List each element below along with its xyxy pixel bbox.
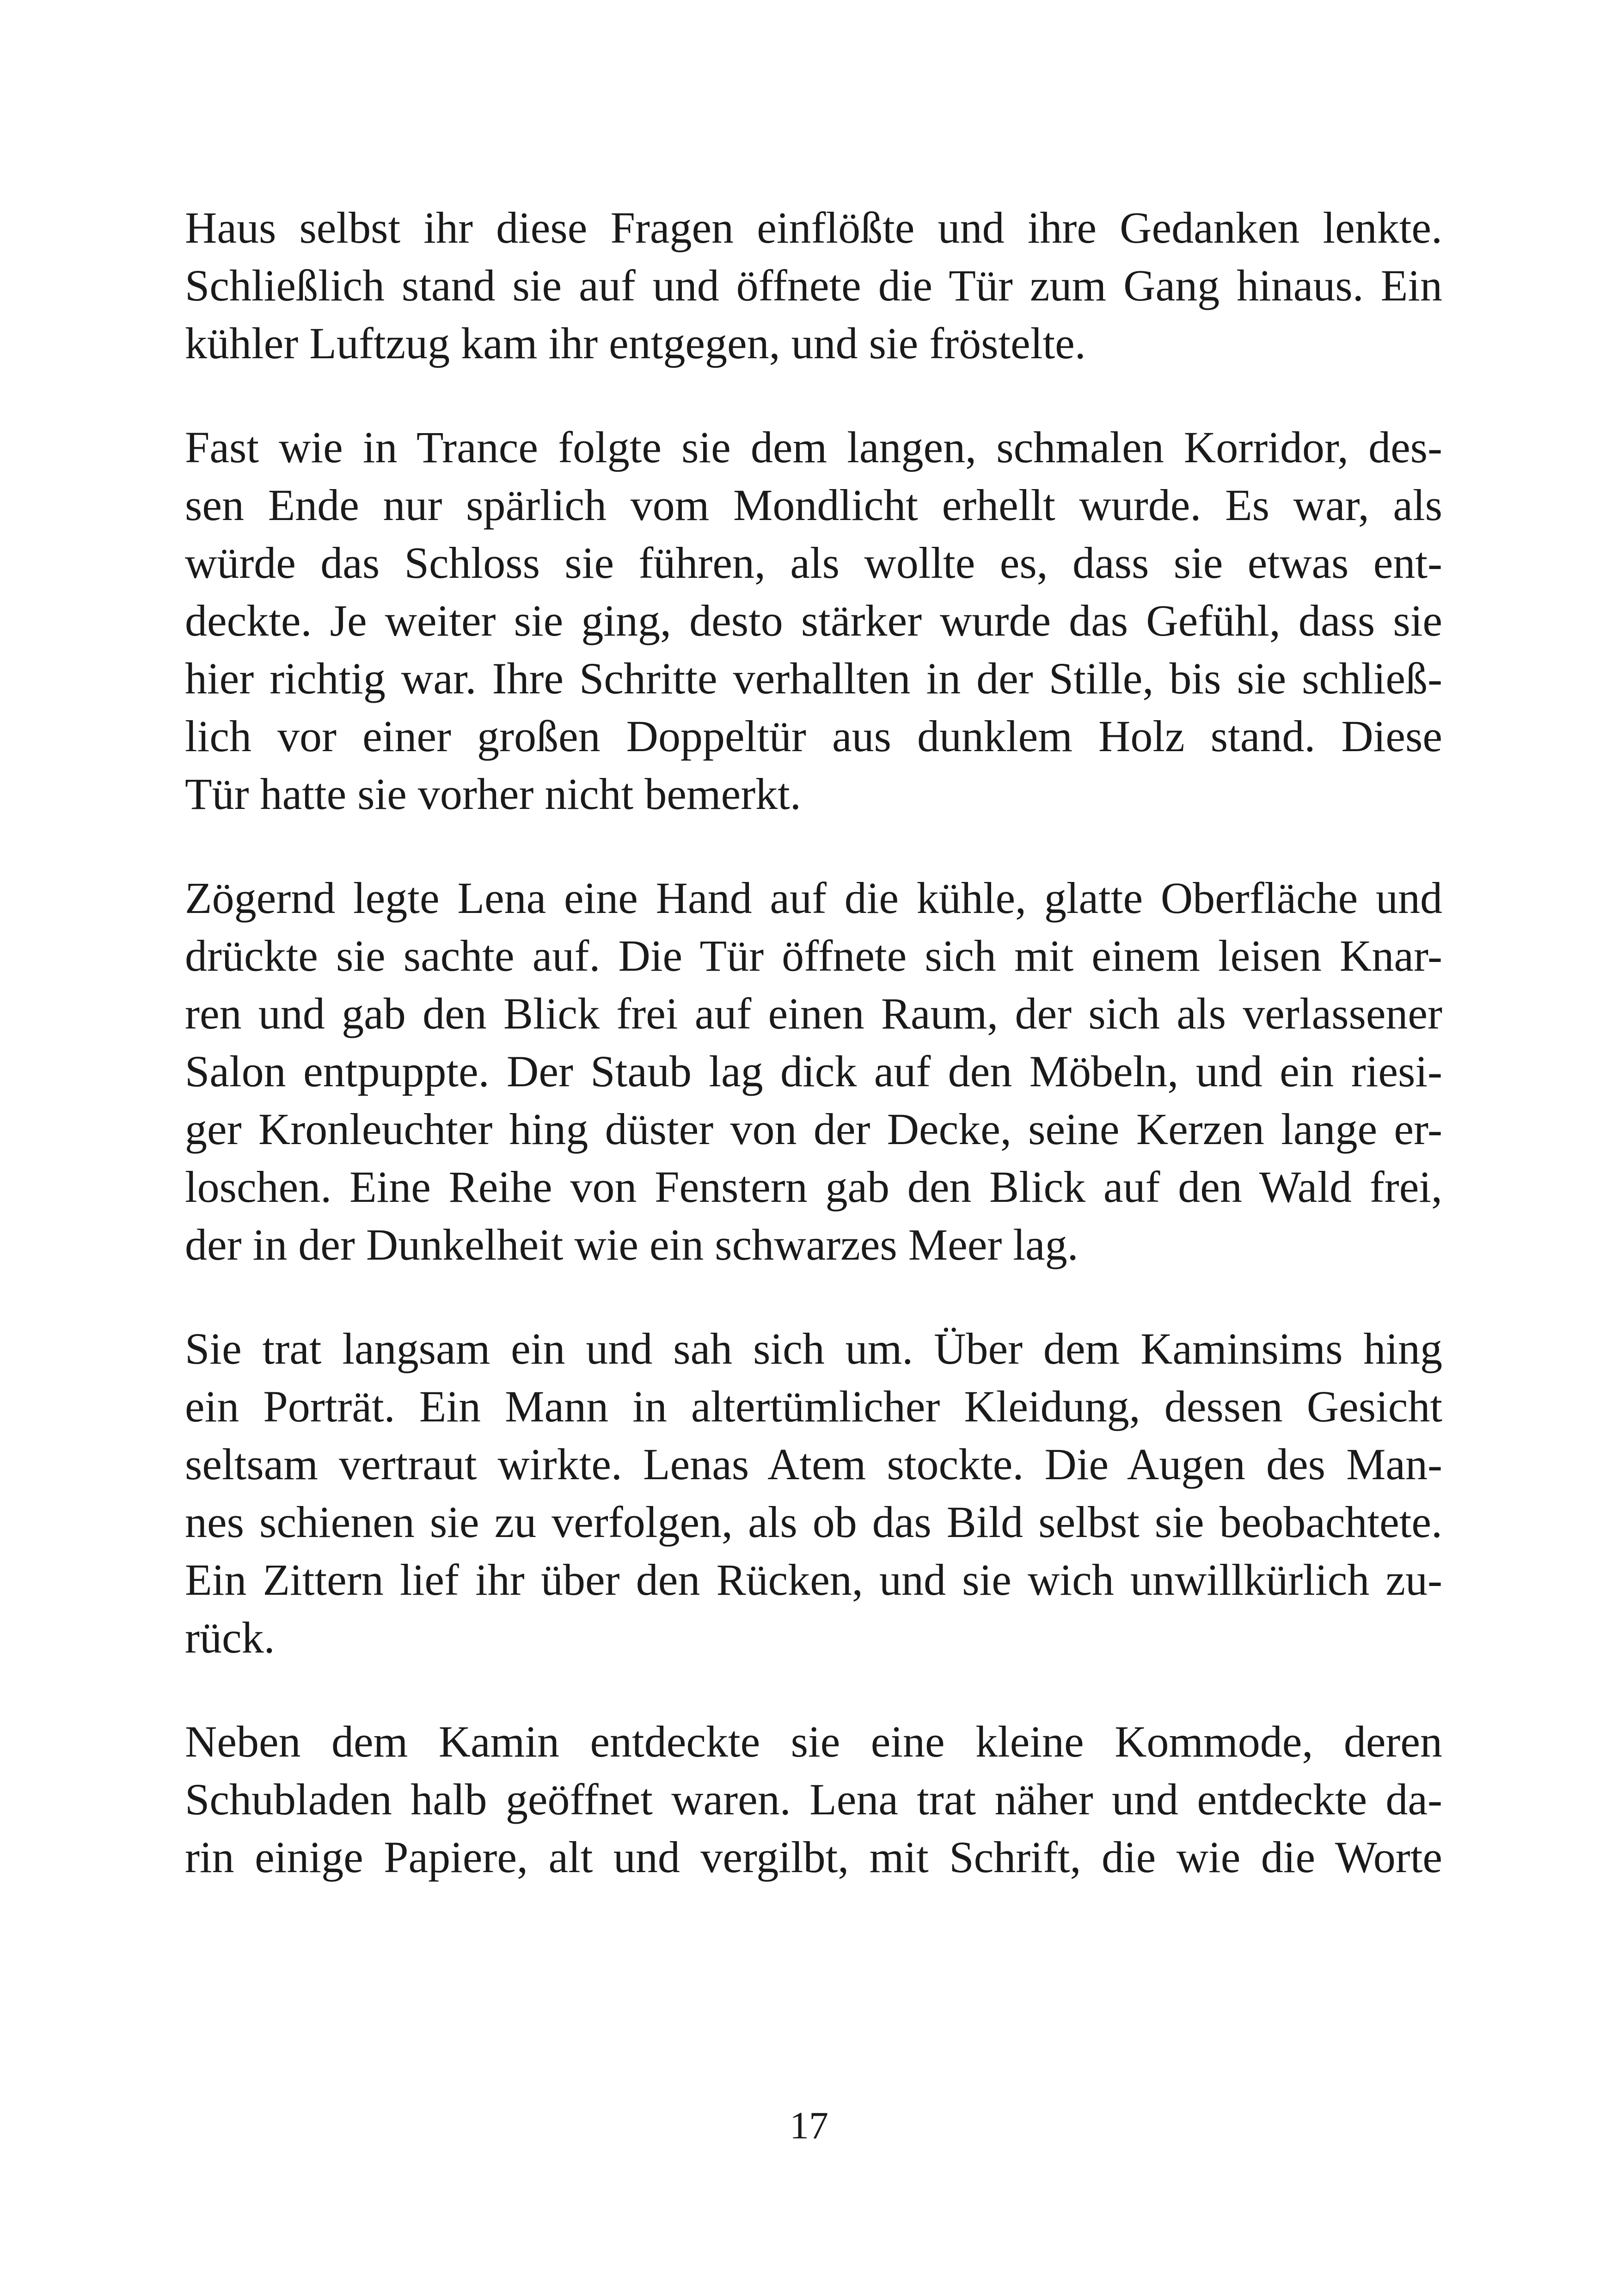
text-line: Ein Zittern lief ihr über den Rücken, und sie wich unwillkürlich zu- <box>185 1555 1442 1604</box>
text-line: hier richtig war. Ihre Schritte verhallten in der Stille, bis sie schließ- <box>185 654 1442 703</box>
text-line: Salon entpuppte. Der Staub lag dick auf den Möbeln, und ein riesi- <box>185 1047 1442 1096</box>
text-line: Sie trat langsam ein und sah sich um. Über dem Kaminsims hing <box>185 1324 1442 1373</box>
text-line: Tür hatte sie vorher nicht bemerkt. <box>185 769 801 819</box>
body-text <box>185 199 1442 1932</box>
text-line: loschen. Eine Reihe von Fenstern gab den Blick auf den Wald frei, <box>185 1162 1442 1212</box>
text-line: rück. <box>185 1613 275 1662</box>
paragraph-3 <box>185 869 1442 1274</box>
text-line: deckte. Je weiter sie ging, desto stärker wurde das Gefühl, dass sie <box>185 596 1442 645</box>
paragraph-2 <box>185 418 1442 823</box>
text-line: ren und gab den Blick frei auf einen Raum, der sich als verlassener <box>185 989 1442 1038</box>
text-line: würde das Schloss sie führen, als wollte es, dass sie etwas ent- <box>185 538 1442 588</box>
paragraph-1 <box>185 199 1442 372</box>
text-line: seltsam vertraut wirkte. Lenas Atem stockte. Die Augen des Man- <box>185 1439 1442 1489</box>
text-line: lich vor einer großen Doppeltür aus dunklem Holz stand. Diese <box>185 711 1442 761</box>
text-line: Fast wie in Trance folgte sie dem langen, schmalen Korridor, des- <box>185 422 1442 472</box>
text-line: kühler Luftzug kam ihr entgegen, und sie fröstelte. <box>185 318 1086 368</box>
text-line: rin einige Papiere, alt und vergilbt, mit Schrift, die wie die Worte <box>185 1832 1442 1882</box>
text-line: sen Ende nur spärlich vom Mondlicht erhellt wurde. Es war, als <box>185 480 1442 530</box>
paragraph-5 <box>185 1713 1442 1886</box>
text-line: ein Porträt. Ein Mann in altertümlicher Kleidung, dessen Gesicht <box>185 1382 1442 1431</box>
page-number: 17 <box>790 2104 828 2147</box>
text-line: nes schienen sie zu verfolgen, als ob das Bild selbst sie beobachtete. <box>185 1497 1442 1547</box>
text-line: Schließlich stand sie auf und öffnete die Tür zum Gang hinaus. Ein <box>185 261 1442 310</box>
paragraph-4 <box>185 1320 1442 1666</box>
text-line: ger Kronleuchter hing düster von der Decke, seine Kerzen lange er- <box>185 1104 1442 1154</box>
text-line: Haus selbst ihr diese Fragen einflößte und ihre Gedanken lenkte. <box>185 203 1442 252</box>
text-line: Neben dem Kamin entdeckte sie eine kleine Kommode, deren <box>185 1717 1442 1766</box>
text-line: der in der Dunkelheit wie ein schwarzes Meer lag. <box>185 1220 1079 1269</box>
text-line: Schubladen halb geöffnet waren. Lena trat näher und entdeckte da- <box>185 1775 1442 1824</box>
text-line: Zögernd legte Lena eine Hand auf die kühle, glatte Oberfläche und <box>185 873 1442 923</box>
text-line: drückte sie sachte auf. Die Tür öffnete sich mit einem leisen Knar- <box>185 931 1442 980</box>
